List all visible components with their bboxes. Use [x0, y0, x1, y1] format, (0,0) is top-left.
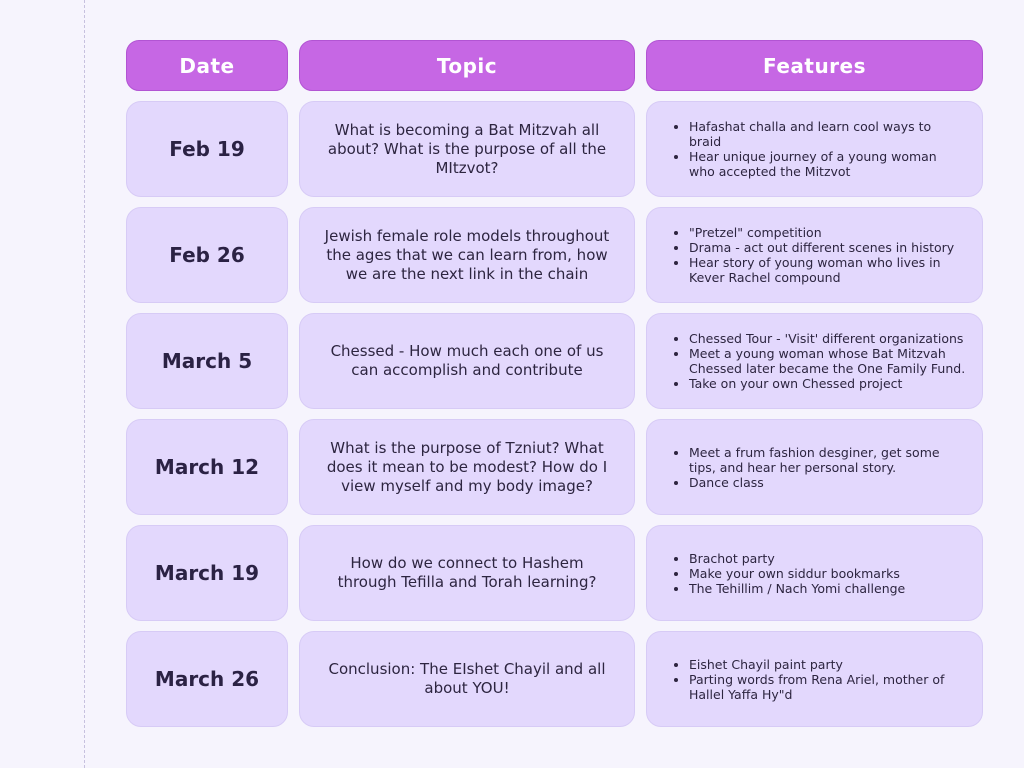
table-row: [126, 631, 984, 727]
features-list: [661, 445, 966, 490]
features-cell: [646, 525, 983, 621]
feature-item: • Take on your own Chessed project: [689, 376, 966, 391]
feature-item: • Meet a young woman whose Bat Mitzvah Chessed later became the One Family Fund.: [689, 346, 966, 376]
feature-item: • Parting words from Rena Ariel, mother of Hallel Yaffa Hy"d: [689, 672, 966, 702]
date-cell: Feb 26: [126, 207, 288, 303]
feature-item: • Chessed Tour - 'Visit' different organizations: [689, 331, 966, 346]
feature-item: • Hear story of young woman who lives in Kever Rachel compound: [689, 255, 966, 285]
features-cell: [646, 313, 983, 409]
features-column-header: Features: [646, 40, 983, 91]
table-row: [126, 101, 984, 197]
date-cell: March 19: [126, 525, 288, 621]
date-cell: March 5: [126, 313, 288, 409]
topic-cell: Chessed - How much each one of us can accomplish and contribute: [299, 313, 635, 409]
topic-cell: Jewish female role models throughout the ages that we can learn from, how we are the next link in the chain: [299, 207, 635, 303]
features-cell: [646, 419, 983, 515]
date-cell: March 26: [126, 631, 288, 727]
date-column-header: Date: [126, 40, 288, 91]
schedule-table: [126, 40, 984, 737]
feature-item: • Eishet Chayil paint party: [689, 657, 966, 672]
feature-item: • Meet a frum fashion desginer, get some tips, and hear her personal story.: [689, 445, 966, 475]
feature-item: • Hear unique journey of a young woman who accepted the Mitzvot: [689, 149, 966, 179]
feature-item: • Hafashat challa and learn cool ways to braid: [689, 119, 966, 149]
topic-cell: What is becoming a Bat Mitzvah all about? What is the purpose of all the MItzvot?: [299, 101, 635, 197]
features-list: [661, 551, 905, 596]
features-list: [661, 657, 966, 702]
features-cell: [646, 631, 983, 727]
page-margin-line: [84, 0, 85, 768]
topic-column-header: Topic: [299, 40, 635, 91]
features-list: [661, 225, 966, 285]
table-row: [126, 313, 984, 409]
table-header-row: [126, 40, 984, 91]
date-cell: Feb 19: [126, 101, 288, 197]
topic-cell: How do we connect to Hashem through Tefilla and Torah learning?: [299, 525, 635, 621]
feature-item: • Make your own siddur bookmarks: [689, 566, 905, 581]
features-cell: [646, 101, 983, 197]
feature-item: • Brachot party: [689, 551, 905, 566]
table-row: [126, 207, 984, 303]
table-row: [126, 525, 984, 621]
table-row: [126, 419, 984, 515]
features-list: [661, 331, 966, 391]
features-cell: [646, 207, 983, 303]
date-cell: March 12: [126, 419, 288, 515]
feature-item: • Dance class: [689, 475, 966, 490]
topic-cell: What is the purpose of Tzniut? What does it mean to be modest? How do I view myself and my body image?: [299, 419, 635, 515]
topic-cell: Conclusion: The EIshet Chayil and all about YOU!: [299, 631, 635, 727]
feature-item: • The Tehillim / Nach Yomi challenge: [689, 581, 905, 596]
table-body: [126, 101, 984, 727]
feature-item: • Drama - act out different scenes in history: [689, 240, 966, 255]
features-list: [661, 119, 966, 179]
feature-item: • "Pretzel" competition: [689, 225, 966, 240]
